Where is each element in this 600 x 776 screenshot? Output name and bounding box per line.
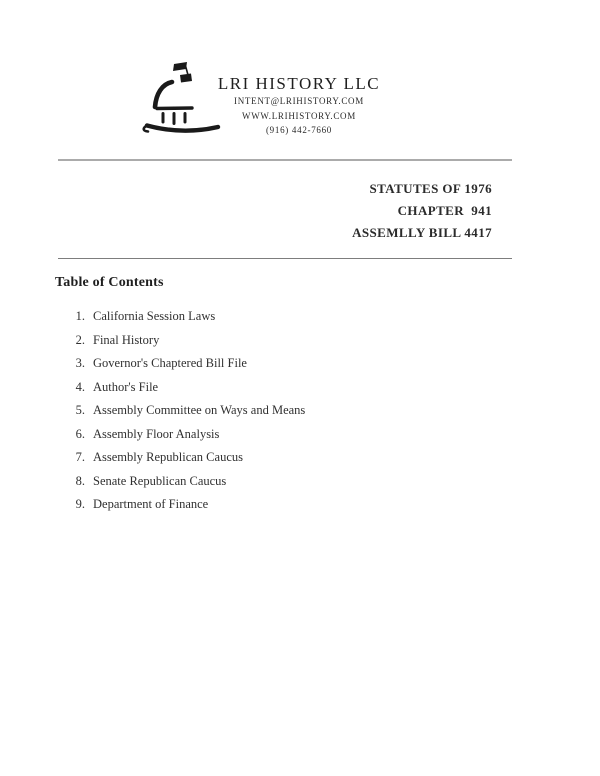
toc-item-number: 2. [75,332,85,347]
chapter-line: CHAPTER 941 [397,203,492,218]
toc-item-number: 9. [75,497,85,511]
letterhead [183,74,415,138]
toc-item-number: 6. [75,426,85,441]
assembly-bill-line: ASSEMLLY BILL 4417 [352,225,492,240]
toc-item [0,493,600,517]
toc-item-label: Department of Finance [93,497,209,511]
divider-top [58,159,512,161]
toc-item-number: 8. [75,473,85,488]
toc-item-number: 1. [75,309,85,323]
statutes-line: STATUTES OF 1976 [369,181,492,196]
contact-website: WWW.LRIHISTORY.COM [242,110,356,121]
toc-heading: Table of Contents [55,275,164,290]
toc-item-label: Assembly Republican Caucus [93,450,243,464]
toc-item-label: Assembly Floor Analysis [93,426,220,441]
toc-item [0,376,600,400]
toc-item-label: Final History [93,332,160,347]
toc-item [0,399,600,423]
divider-bottom [58,258,512,259]
toc-item-number: 5. [75,403,85,417]
toc-item [0,329,600,353]
toc-item [0,423,600,447]
toc-list [0,305,600,517]
toc-item-label: Senate Republican Caucus [93,473,227,488]
contact-phone: (916) 442-7660 [265,125,333,135]
toc-item [0,305,600,329]
toc-item-label: Governor's Chaptered Bill File [93,356,247,370]
toc-item [0,352,600,376]
toc-item-label: Assembly Committee on Ways and Means [93,403,306,417]
bill-info-block [352,178,492,244]
table-of-contents [0,274,600,517]
toc-item [0,470,600,494]
toc-item [0,446,600,470]
toc-item-number: 3. [75,356,85,370]
company-name: LRI HISTORY LLC [217,74,381,93]
contact-email: INTENT@LRIHISTORY.COM [234,96,364,106]
toc-item-label: Author's File [93,379,159,394]
toc-item-number: 7. [75,450,85,464]
toc-item-number: 4. [75,379,85,394]
toc-item-label: California Session Laws [93,309,216,323]
